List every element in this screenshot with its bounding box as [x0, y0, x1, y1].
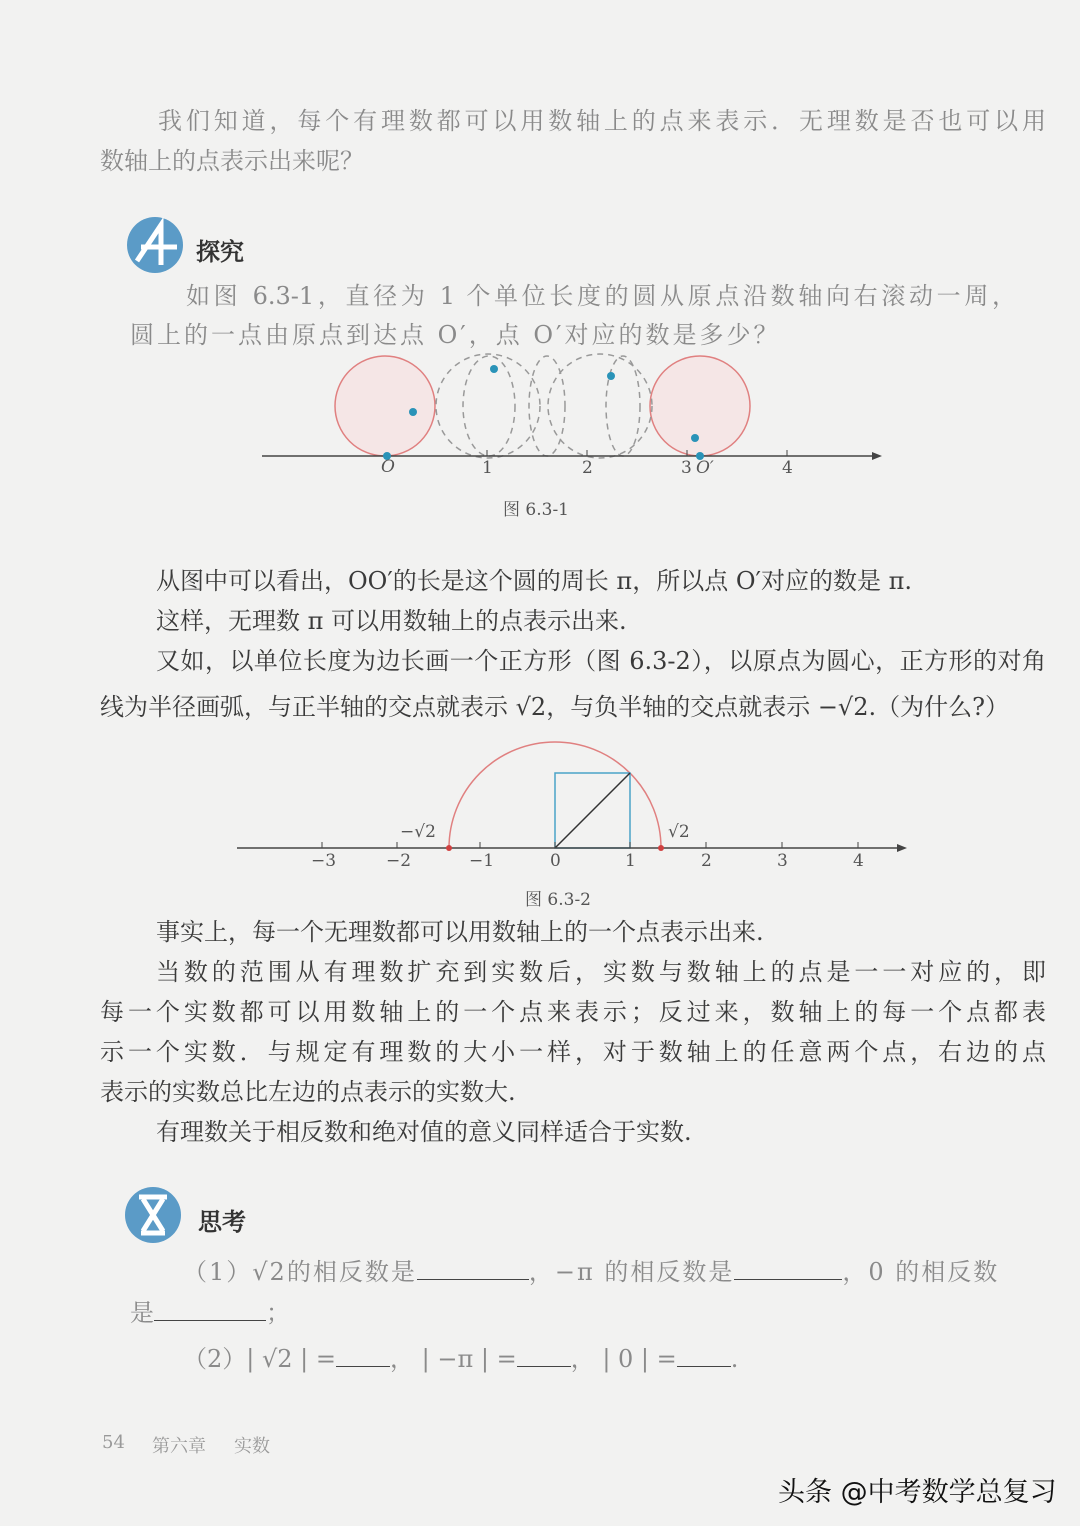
body1-line-1: 从图中可以看出，OO′的长是这个圆的周长 π，所以点 O′对应的数是 π. [156, 567, 912, 595]
question-1-cont [130, 1298, 290, 1328]
explore-title: 探究 [196, 238, 244, 266]
figure-6-3-2 [237, 742, 907, 852]
q2-text: . [730, 1345, 739, 1373]
tick-label: −2 [386, 851, 412, 871]
q1-text: ，0 的相反数 [842, 1258, 1000, 1286]
q2-text: （2）| √2 | = [183, 1345, 336, 1373]
figure1-caption: 图 6.3-1 [503, 500, 569, 520]
body1-line-3: 又如，以单位长度为边长画一个正方形（图 6.3-2），以原点为圆心，正方形的对角 [156, 647, 1046, 675]
tick-label: 1 [625, 851, 636, 871]
body1-line-4: 线为半径画弧，与正半轴的交点就表示 √2，与负半轴的交点就表示 −√2.（为什么?） [100, 693, 1009, 721]
intro-line-2: 数轴上的点表示出来呢？ [100, 147, 364, 175]
chapter-label: 第六章 [152, 1436, 206, 1457]
diagonal [555, 773, 630, 848]
neg-sqrt2-label: −√2 [400, 822, 436, 842]
answer-blank[interactable] [336, 1366, 390, 1367]
question-1 [183, 1257, 999, 1287]
explore-line-1: 如图 6.3-1，直径为 1 个单位长度的圆从原点沿数轴向右滚动一周， [186, 282, 1016, 310]
tick-label: 0 [550, 851, 561, 871]
body2-line-1: 事实上，每一个无理数都可以用数轴上的一个点表示出来. [156, 918, 764, 946]
body1-line-2: 这样，无理数 π 可以用数轴上的点表示出来. [156, 607, 627, 635]
label-4: 4 [782, 458, 793, 478]
label-2: 2 [582, 458, 593, 478]
body2-line-4: 示一个实数．与规定有理数的大小一样，对于数轴上的任意两个点，右边的点 [100, 1038, 1046, 1066]
body2-line-2: 当数的范围从有理数扩充到实数后，实数与数轴上的点是一一对应的，即 [156, 958, 1046, 986]
section-label: 实数 [234, 1436, 270, 1457]
explore-line-2: 圆上的一点由原点到达点 O′，点 O′对应的数是多少？ [130, 321, 781, 349]
tick-label: −1 [469, 851, 495, 871]
label-o: O [381, 457, 395, 477]
q1-text: 是 [130, 1299, 154, 1327]
watermark: 头条 @中考数学总复习 [778, 1477, 1057, 1508]
pos-sqrt2-label: √2 [668, 822, 690, 842]
q1-text: （1）√2的相反数是 [183, 1258, 417, 1286]
q1-text: ，−π 的相反数是 [528, 1258, 735, 1286]
tick-label: 2 [701, 851, 712, 871]
axis-arrow-icon [872, 452, 882, 460]
rolling-circle-diagram [262, 354, 882, 460]
question-2 [183, 1344, 738, 1374]
think-title: 思考 [198, 1208, 246, 1236]
figure2-caption: 图 6.3-2 [525, 890, 591, 910]
label-1: 1 [482, 458, 493, 478]
q2-text: ， | −π | = [390, 1345, 517, 1373]
start-circle [335, 356, 435, 456]
body2-line-5: 表示的实数总比左边的点表示的实数大. [100, 1078, 516, 1106]
end-circle [650, 356, 750, 456]
answer-blank[interactable] [417, 1279, 529, 1280]
answer-blank[interactable] [517, 1366, 571, 1367]
q1-text: ； [266, 1299, 290, 1327]
answer-blank[interactable] [734, 1279, 842, 1280]
answer-blank[interactable] [677, 1366, 731, 1367]
tick-label: 4 [853, 851, 864, 871]
body2-line-3: 每一个实数都可以用数轴上的一个点来表示；反过来，数轴上的每一个点都表 [100, 998, 1046, 1026]
think-icon [125, 1187, 181, 1243]
axis-arrow-icon-2 [897, 844, 907, 852]
tick-label: −3 [311, 851, 337, 871]
intro-line-1: 我们知道，每个有理数都可以用数轴上的点来表示．无理数是否也可以用 [158, 107, 1046, 135]
label-o-prime: O′ [696, 458, 714, 478]
body2-line-6: 有理数关于相反数和绝对值的意义同样适合于实数. [156, 1118, 692, 1146]
label-3: 3 [681, 458, 692, 478]
tick-label: 3 [777, 851, 788, 871]
answer-blank[interactable] [154, 1320, 266, 1321]
q2-text: ， | 0 | = [570, 1345, 677, 1373]
dashed-rolling-circles [436, 354, 652, 458]
page-number: 54 [102, 1432, 125, 1453]
